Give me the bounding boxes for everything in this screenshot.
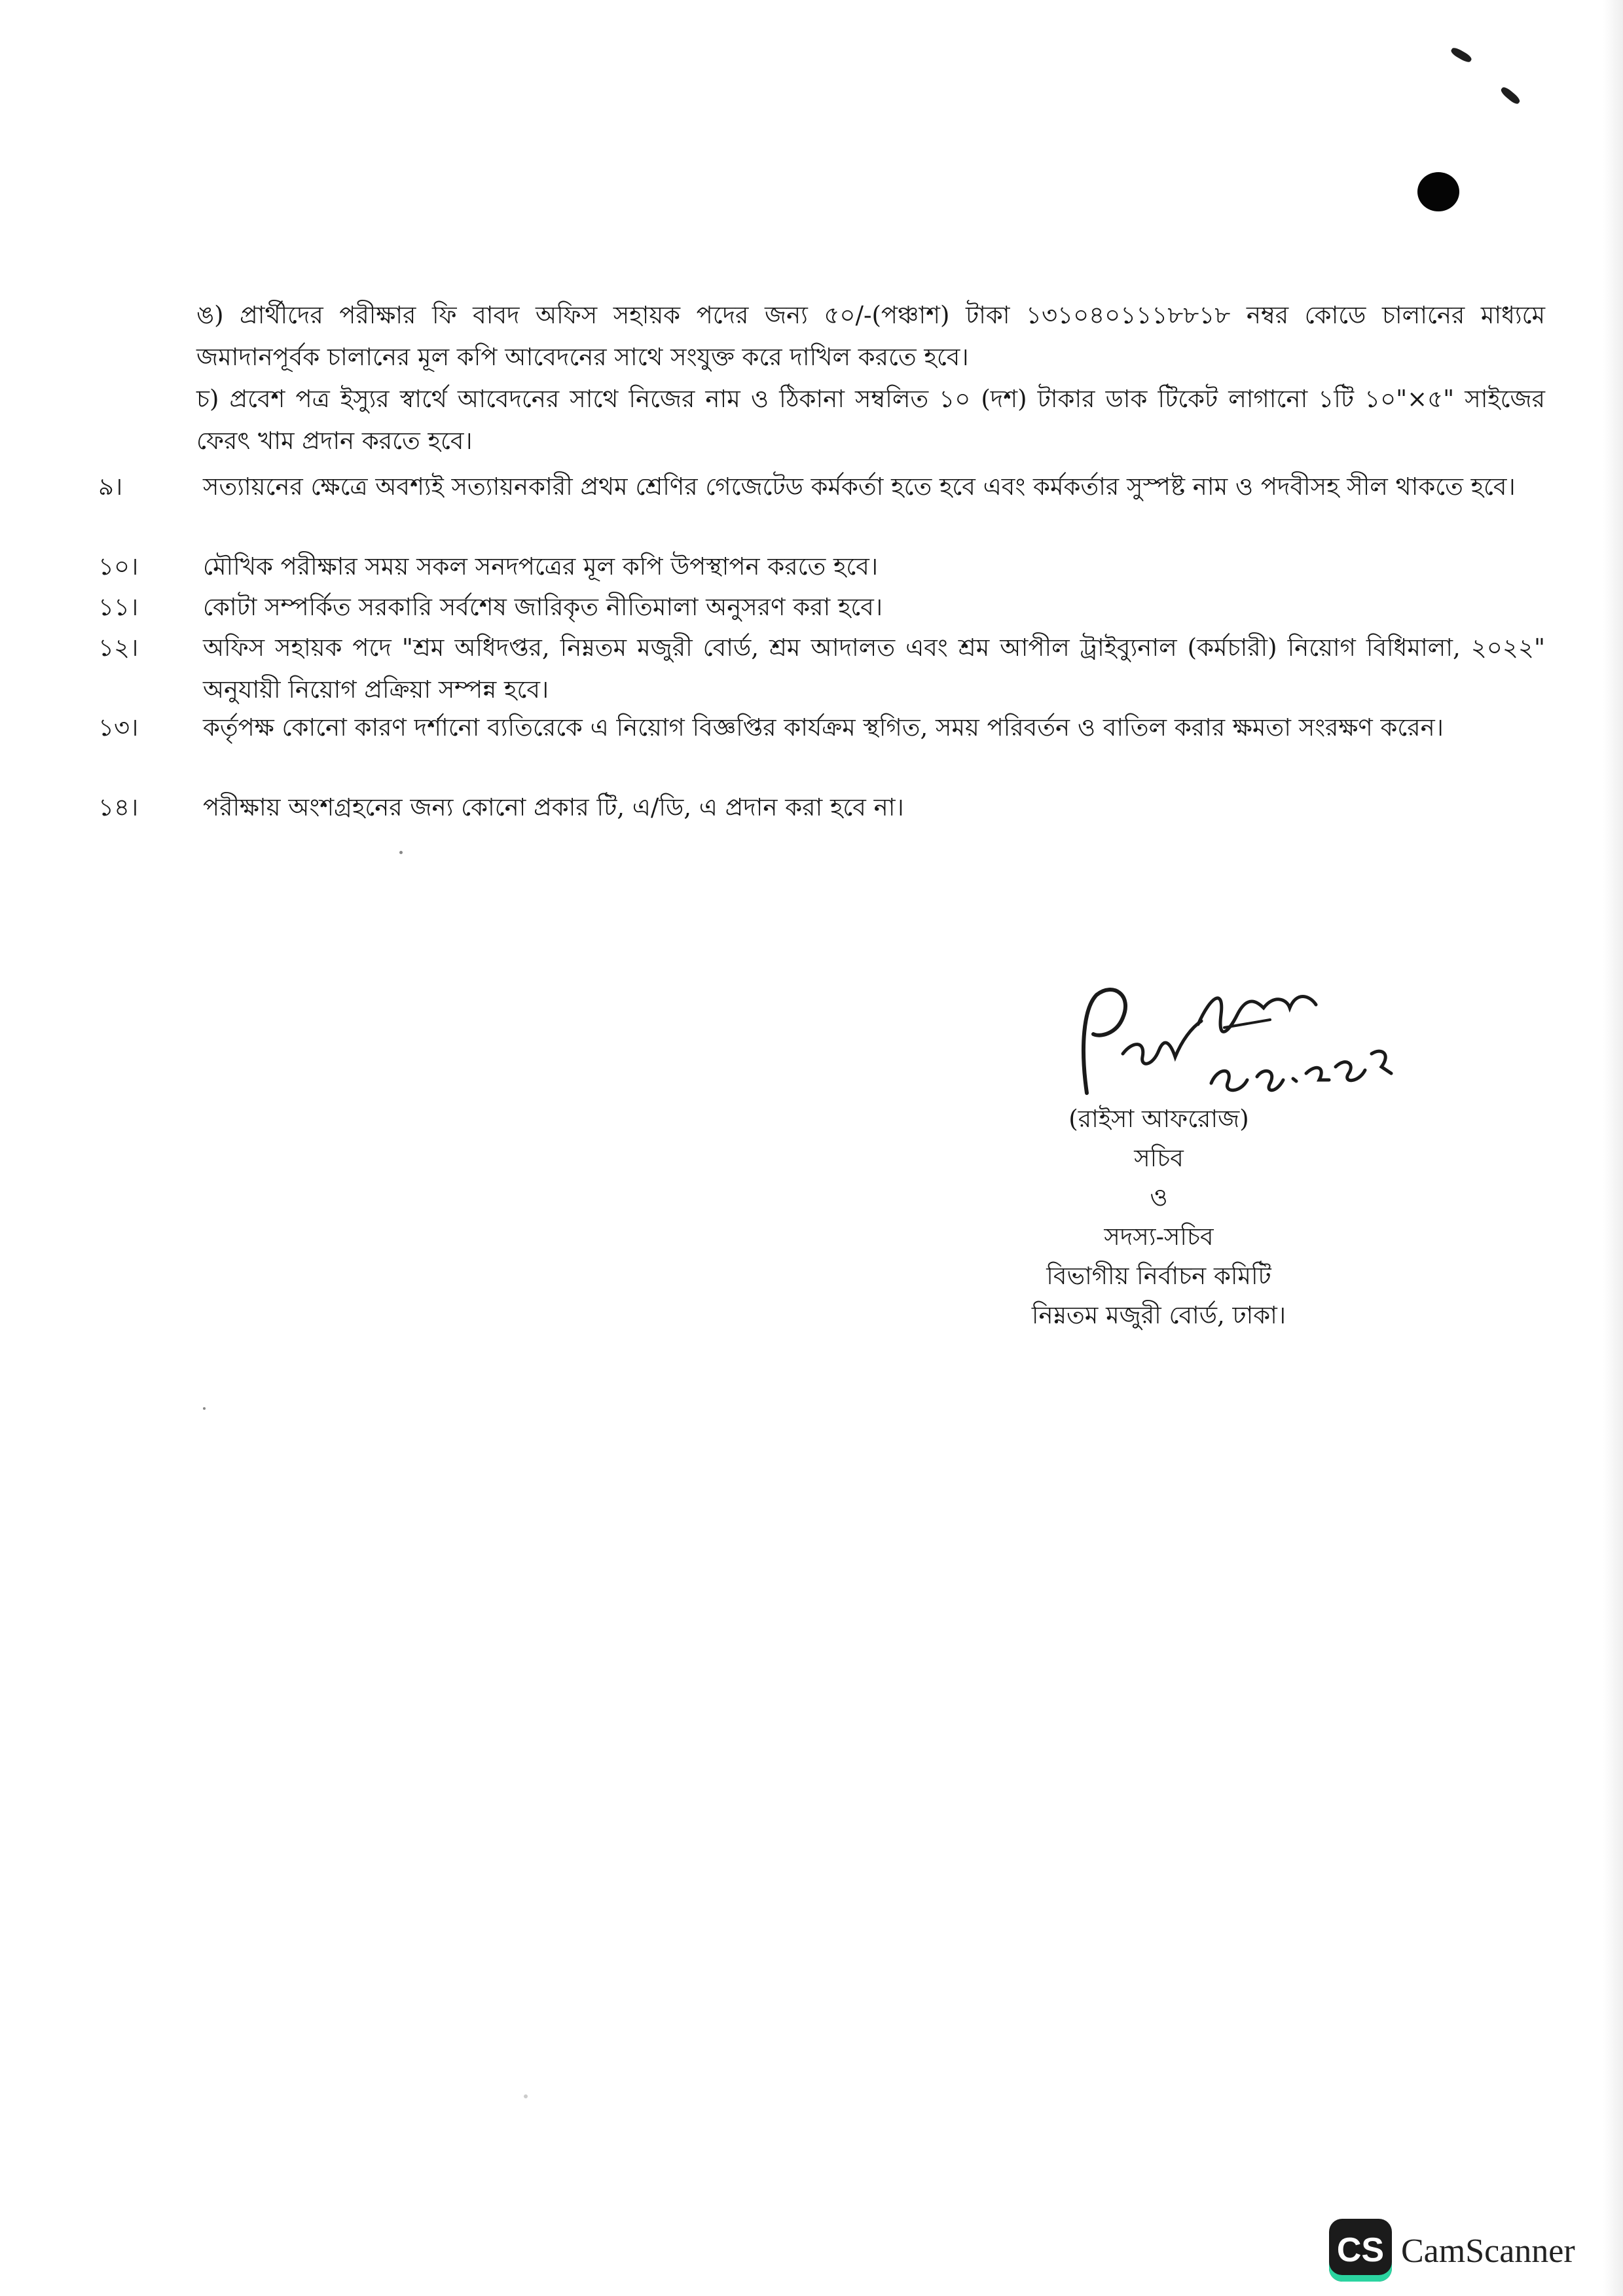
item-text: অফিস সহায়ক পদে "শ্রম অধিদপ্তর, নিম্নতম মজুরী বোর্ড, শ্রম আদালত এবং শ্রম আপীল ট্রাইব্যুনাল (কর্মচারী) নিয়োগ বিধিমালা, ২০২২" অনুযায়ী নিয়োগ প্রক্রিয়া সম্পন্ন হবে। xyxy=(203,634,1545,704)
signatory-name: (রাইসা আফরোজ) xyxy=(1068,1105,1249,1133)
scan-speck xyxy=(399,851,403,854)
scan-dot xyxy=(1417,172,1459,211)
scan-speck xyxy=(524,2094,528,2098)
camscanner-logo-icon: CS xyxy=(1329,2219,1392,2282)
item-number: ১২। xyxy=(98,634,139,662)
scan-smudge xyxy=(1450,46,1472,63)
handwritten-signature xyxy=(1061,969,1401,1106)
signatory-conjunction: ও xyxy=(1150,1183,1168,1211)
item-text: মৌখিক পরীক্ষার সময় সকল সনদপত্রের মূল কপি উপস্থাপন করতে হবে। xyxy=(203,552,879,581)
signatory-office: নিম্নতম মজুরী বোর্ড, ঢাকা। xyxy=(1031,1301,1286,1329)
page-edge-shadow xyxy=(1603,0,1623,2296)
signatory-block xyxy=(936,1100,1381,1335)
item-text: কোটা সম্পর্কিত সরকারি সর্বশেষ জারিকৃত নীতিমালা অনুসরণ করা হবে। xyxy=(203,593,883,621)
item-number: ১০। xyxy=(98,552,139,581)
item-text: পরীক্ষায় অংশগ্রহনের জন্য কোনো প্রকার টি, এ/ডি, এ প্রদান করা হবে না। xyxy=(203,793,904,821)
item-text: সত্যায়নের ক্ষেত্রে অবশ্যই সত্যায়নকারী প্রথম শ্রেণির গেজেটেড কর্মকর্তা হতে হবে এবং কর্মকর্তার সুস্পষ্ট নাম ও পদবীসহ সীল থাকতে হবে। xyxy=(203,473,1516,501)
signatory-title: সচিব xyxy=(1134,1144,1184,1172)
scan-smudge xyxy=(1499,85,1522,105)
signatory-committee: বিভাগীয় নির্বাচন কমিটি xyxy=(1046,1262,1271,1290)
item-number: ৯। xyxy=(98,473,123,501)
item-number: ১১। xyxy=(98,593,139,621)
item-number: ১৩। xyxy=(98,713,139,742)
scan-speck xyxy=(203,1407,206,1410)
item-number: ১৪। xyxy=(98,793,139,821)
signatory-role: সদস্য-সচিব xyxy=(1104,1223,1214,1251)
sub-item-fee: ঙ) প্রার্থীদের পরীক্ষার ফি বাবদ অফিস সহায়ক পদের জন্য ৫০/-(পঞ্চাশ) টাকা ১৩১০৪০১১১৮৮১৮ নম্বর কোডে চালানের মাধ্যমে জমাদানপূর্বক চালানের মূল কপি আবেদনের সাথে সংযুক্ত করে দাখিল করতে হবে। xyxy=(196,301,1545,371)
camscanner-watermark-text: CamScanner xyxy=(1401,2233,1575,2270)
item-text: কর্তৃপক্ষ কোনো কারণ দর্শানো ব্যতিরেকে এ নিয়োগ বিজ্ঞপ্তির কার্যক্রম স্থগিত, সময় পরিবর্তন ও বাতিল করার ক্ষমতা সংরক্ষণ করেন। xyxy=(203,713,1444,742)
sub-item-envelope: চ) প্রবেশ পত্র ইস্যুর স্বার্থে আবেদনের সাথে নিজের নাম ও ঠিকানা সম্বলিত ১০ (দশ) টাকার ডাক টিকেট লাগানো ১টি ১০"×৫" সাইজের ফেরৎ খাম প্রদান করতে হবে। xyxy=(196,385,1545,455)
